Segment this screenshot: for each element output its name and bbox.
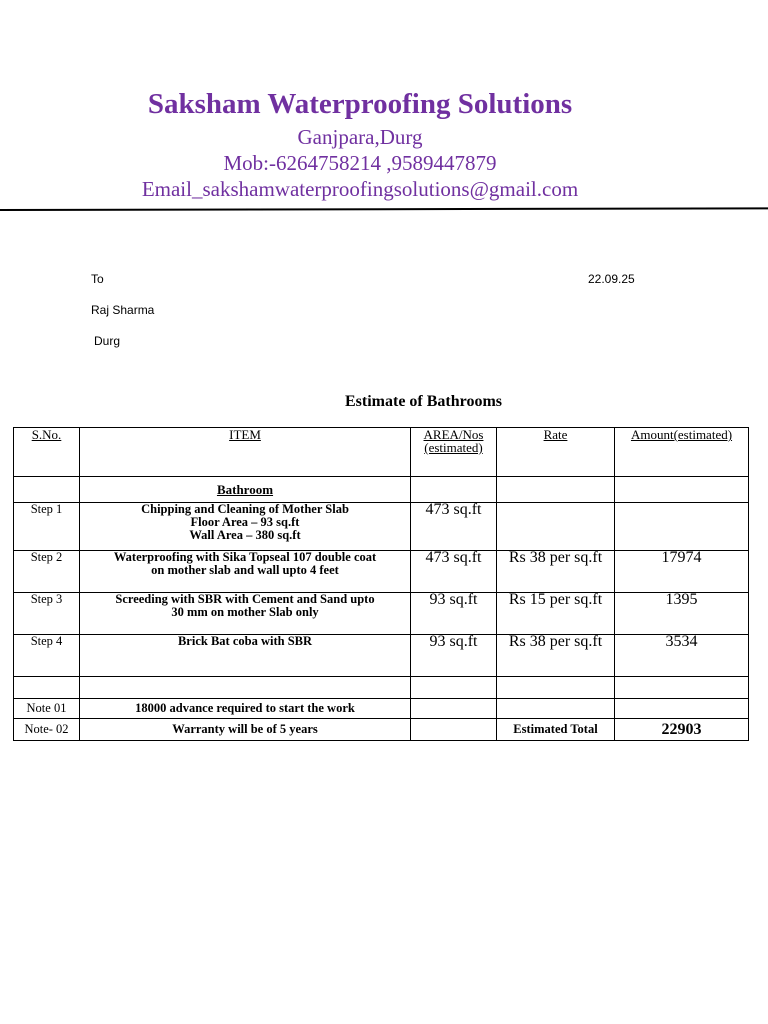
total-value: 22903	[615, 719, 749, 741]
row-amount: 1395	[615, 593, 749, 635]
row-amount: 3534	[615, 635, 749, 677]
note-label: Note 01	[14, 699, 80, 719]
header-area-line1: AREA/Nos	[423, 427, 484, 442]
note-row	[14, 699, 749, 719]
note-row	[14, 719, 749, 741]
note-label: Note- 02	[14, 719, 80, 741]
total-label: Estimated Total	[497, 719, 615, 741]
header-item: ITEM	[80, 428, 411, 477]
row-item	[80, 593, 411, 635]
recipient-name: Raj Sharma	[91, 303, 155, 317]
section-label: Bathroom	[216, 481, 274, 497]
section-label-cell	[80, 477, 411, 503]
header-sno: S.No.	[14, 428, 80, 477]
table-header-row	[14, 428, 749, 477]
header-area	[411, 428, 497, 477]
row-sno: Step 2	[14, 551, 80, 593]
table-row	[14, 635, 749, 677]
company-address: Ganjpara,Durg	[297, 125, 423, 149]
recipient-city: Durg	[94, 334, 121, 348]
table-row	[14, 551, 749, 593]
empty-row	[14, 677, 749, 699]
section-row	[14, 477, 749, 503]
table-row	[14, 503, 749, 551]
row-rate: Rs 15 per sq.ft	[497, 593, 615, 635]
row-item	[80, 503, 411, 551]
header-amount: Amount(estimated)	[615, 428, 749, 477]
row-area: 473 sq.ft	[411, 503, 497, 551]
row-item-line: 30 mm on mother Slab only	[171, 605, 319, 619]
row-area: 473 sq.ft	[411, 551, 497, 593]
row-area: 93 sq.ft	[411, 635, 497, 677]
row-sno: Step 1	[14, 503, 80, 551]
company-mobile: Mob:-6264758214 ,9589447879	[223, 151, 497, 175]
row-sno: Step 4	[14, 635, 80, 677]
row-item	[80, 551, 411, 593]
table-row	[14, 593, 749, 635]
row-item-line: on mother slab and wall upto 4 feet	[151, 563, 339, 577]
header-divider	[0, 207, 768, 211]
to-label: To	[91, 272, 104, 286]
row-item-line: Screeding with SBR with Cement and Sand upto	[115, 592, 375, 606]
row-rate	[497, 503, 615, 551]
header-area-line2: (estimated)	[424, 440, 483, 455]
row-item-line: Floor Area – 93 sq.ft	[190, 515, 300, 529]
row-sno: Step 3	[14, 593, 80, 635]
company-name: Saksham Waterproofing Solutions	[147, 88, 573, 120]
row-item-line: Chipping and Cleaning of Mother Slab	[141, 502, 349, 516]
row-item	[80, 635, 411, 677]
row-rate: Rs 38 per sq.ft	[497, 551, 615, 593]
row-area: 93 sq.ft	[411, 593, 497, 635]
row-item-line: Brick Bat coba with SBR	[177, 634, 313, 648]
row-amount	[615, 503, 749, 551]
row-rate: Rs 38 per sq.ft	[497, 635, 615, 677]
letterhead	[0, 84, 720, 202]
date: 22.09.25	[588, 272, 635, 286]
row-amount: 17974	[615, 551, 749, 593]
note-text: 18000 advance required to start the work	[80, 699, 411, 719]
row-item-line: Wall Area – 380 sq.ft	[189, 528, 301, 542]
note-text: Warranty will be of 5 years	[80, 719, 411, 741]
document-title: Estimate of Bathrooms	[345, 393, 503, 410]
header-rate: Rate	[497, 428, 615, 477]
company-email: Email_sakshamwaterproofingsolutions@gmail.com	[141, 177, 579, 201]
estimate-table	[13, 427, 749, 741]
row-item-line: Waterproofing with Sika Topseal 107 double coat	[113, 550, 377, 564]
